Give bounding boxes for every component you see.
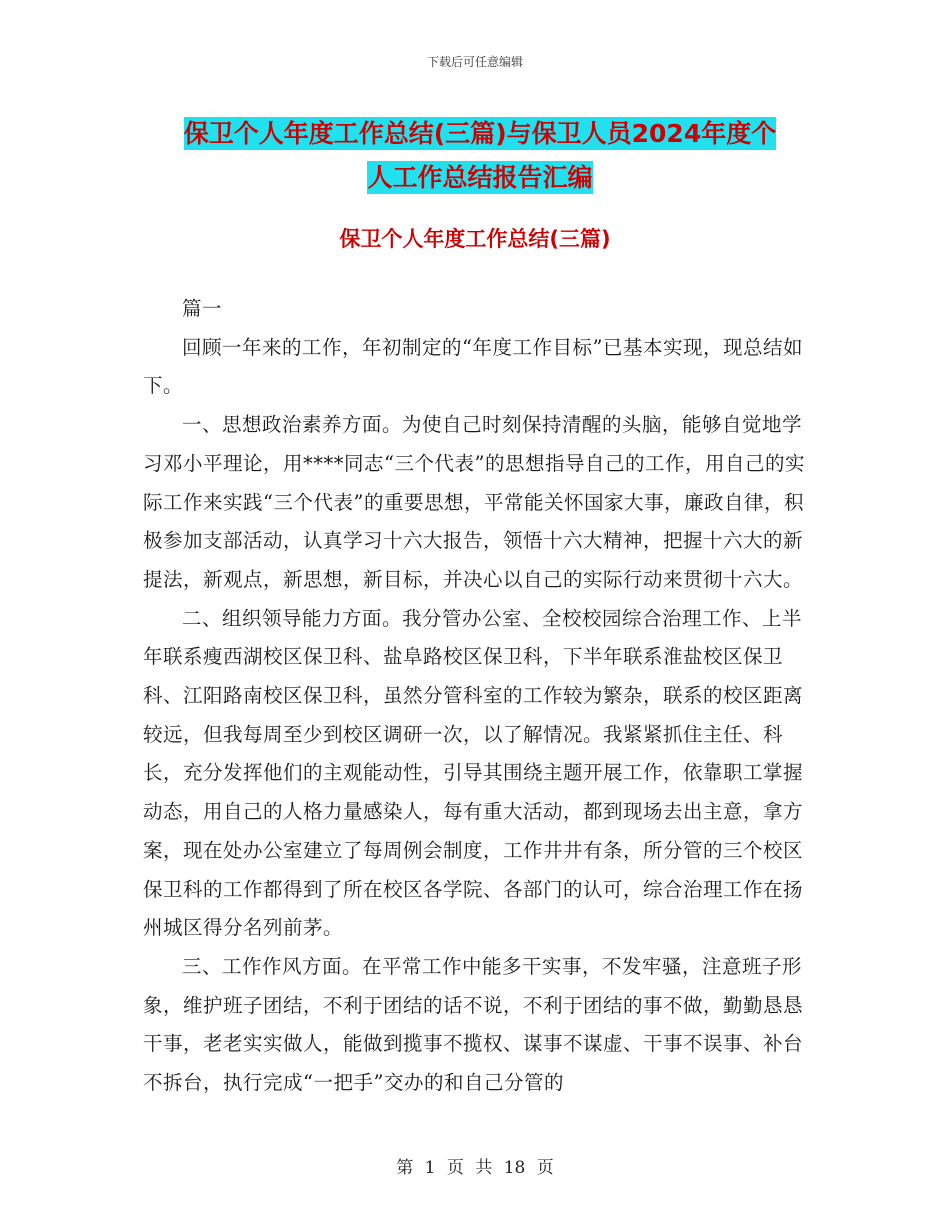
- section-title: 保卫个人年度工作总结(三篇): [339, 227, 611, 251]
- document-title-line-1: 保卫个人年度工作总结(三篇)与保卫人员2024年度个: [183, 119, 777, 148]
- paragraph-leadership: 二、组织领导能力方面。我分管办公室、全校校园综合治理工作、上半年联系瘦西湖校区保卫科、盐阜路校区保卫科，下半年联系淮盐校区保卫科、江阳路南校区保卫科，虽然分管科室的工作较为繁杂，联系的校区距离较远，但我每周至少到校区调研一次，以了解情况。我紧紧抓住主任、科长，充分发挥他们的主观能动性，引导其围绕主题开展工作，依靠职工掌握动态，用自己的人格力量感染人，每有重大活动，都到现场去出主意，拿方案，现在处办公室建立了每周例会制度，工作井井有条，所分管的三个校区保卫科的工作都得到了所在校区各学院、各部门的认可，综合治理工作在扬州城区得分名列前茅。: [143, 606, 804, 940]
- document-body: [143, 290, 815, 1103]
- paragraph-part-label: 篇一: [182, 297, 223, 320]
- page-header: 下载后可任意编辑: [426, 55, 523, 69]
- document-title: [150, 112, 810, 200]
- paragraph-intro: 回顾一年来的工作，年初制定的“年度工作目标”已基本实现，现总结如下。: [143, 335, 803, 398]
- paragraph-work-style: 三、工作作风方面。在平常工作中能多干实事，不发牢骚，注意班子形象，维护班子团结，不利于团结的话不说，不利于团结的事不做，勤勤恳恳干事，老老实实做人，能做到揽事不揽权、谋事不谋虚、干事不误事、补台不拆台，执行完成“一把手”交办的和自己分管的: [143, 954, 804, 1095]
- paragraph-political: 一、思想政治素养方面。为使自己时刻保持清醒的头脑，能够自觉地学习邓小平理论，用****同志“三个代表”的思想指导自己的工作，用自己的实际工作来实践“三个代表”的重要思想，平常能关怀国家大事，廉政自律，积极参加支部活动，认真学习十六大报告，领悟十六大精神，把握十六大的新提法，新观点，新思想，新目标，并决心以自己的实际行动来贯彻十六大。: [143, 413, 805, 591]
- page-number: 第 1 页 共 18 页: [396, 1158, 554, 1178]
- document-title-line-2: 人工作总结报告汇编: [367, 163, 593, 192]
